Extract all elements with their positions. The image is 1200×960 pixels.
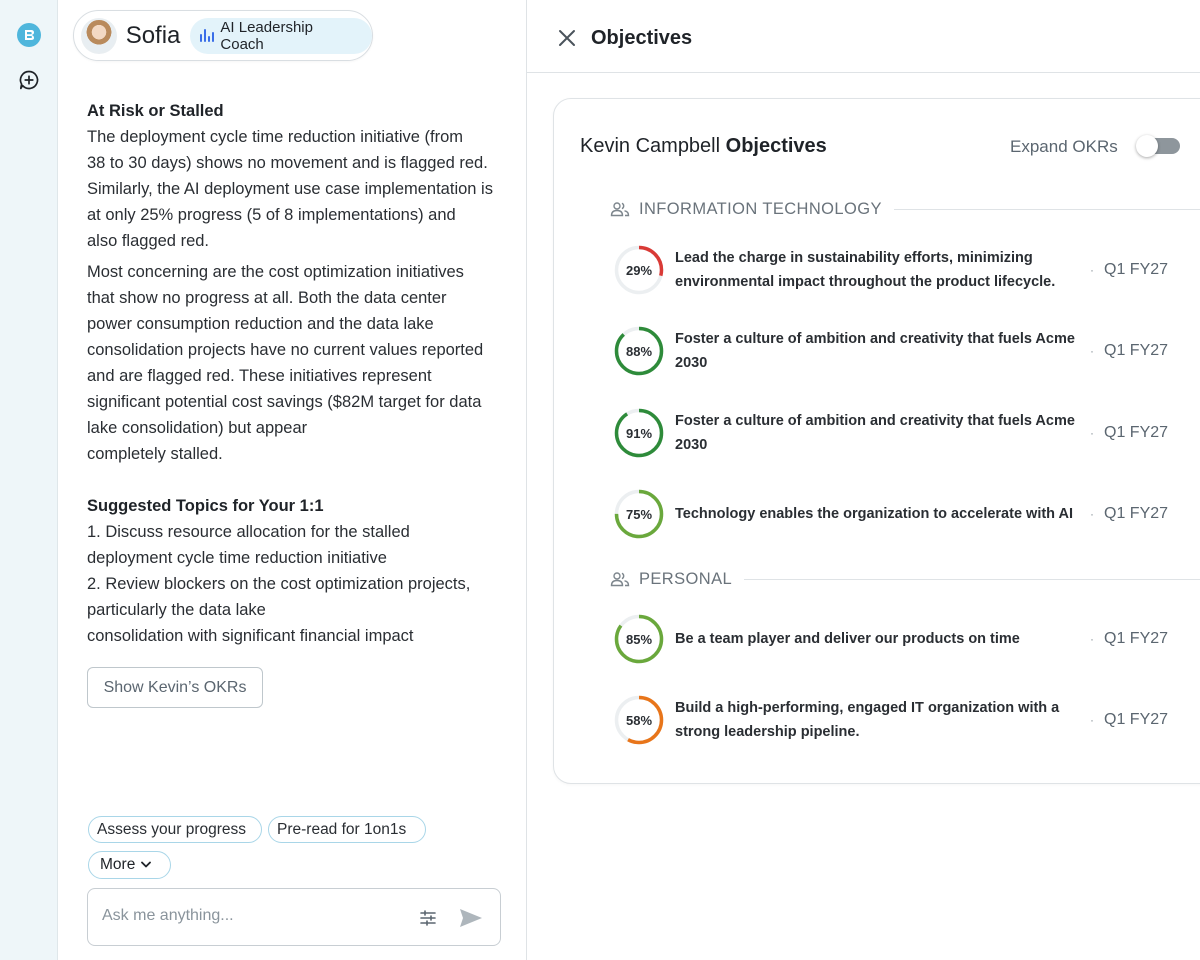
objective-title: Build a high-performing, engaged IT organization with a strong leadership pipeline. — [675, 700, 1060, 740]
panel-title: Objectives — [591, 27, 693, 49]
agent-name: Sofia — [125, 21, 181, 49]
text-line: consolidation with significant financial impact — [87, 627, 414, 645]
assistant-message — [87, 98, 512, 654]
risk-paragraph-2 — [87, 259, 512, 467]
new-chat-icon[interactable] — [17, 68, 41, 92]
expand-okrs-label: Expand OKRs — [1010, 137, 1118, 156]
group-icon — [610, 201, 630, 217]
section-header-personal — [610, 568, 1200, 590]
objectives-card — [553, 98, 1200, 784]
objective-row[interactable] — [614, 241, 1184, 301]
topics-heading: Suggested Topics for Your 1:1 — [87, 497, 324, 515]
chat-input[interactable] — [102, 907, 402, 925]
progress-percent: 75% — [625, 506, 653, 522]
send-icon[interactable] — [458, 906, 484, 930]
text-line: The deployment cycle time reduction initiative (from — [87, 128, 463, 146]
objective-title: Lead the charge in sustainability efforts, minimizing environmental impact throughout the product lifecycle. — [675, 250, 1056, 290]
objective-row[interactable] — [614, 322, 1184, 382]
quarter-label: Q1 FY27 — [1104, 424, 1169, 441]
agent-role-badge — [190, 18, 372, 54]
objective-row[interactable] — [614, 404, 1184, 464]
objective-row[interactable] — [614, 610, 1184, 670]
app-logo-icon[interactable] — [17, 23, 41, 47]
objective-quarter: · Q1 FY27 — [1090, 630, 1169, 647]
text-line: deployment cycle time reduction initiative — [87, 549, 387, 567]
objective-title: Foster a culture of ambition and creativity that fuels Acme 2030 — [675, 413, 1075, 453]
close-icon[interactable] — [557, 28, 577, 48]
text-line: at only 25% progress (5 of 8 implementations) and — [87, 206, 456, 224]
progress-percent: 88% — [625, 343, 653, 359]
objective-row[interactable] — [614, 485, 1184, 545]
progress-ring — [614, 326, 664, 376]
show-okrs-button[interactable]: Show Kevin’s OKRs — [87, 667, 263, 708]
objective-title: Technology enables the organization to accelerate with AI — [675, 506, 1074, 522]
text-line: consolidation projects have no current values reported — [87, 341, 484, 359]
card-title-suffix: Objectives — [725, 135, 827, 157]
section-header-it — [610, 198, 1200, 220]
progress-percent: 91% — [625, 425, 653, 441]
text-line: lake consolidation) but appear — [87, 419, 308, 437]
text-line: significant potential cost savings ($82M target for data — [87, 393, 482, 411]
quarter-label: Q1 FY27 — [1104, 261, 1169, 278]
text-line: and are flagged red. These initiatives represent — [87, 367, 432, 385]
text-line: 2. Review blockers on the cost optimization projects, — [87, 575, 471, 593]
text-line: 38 to 30 days) shows no movement and is flagged red. — [87, 154, 488, 172]
objective-quarter: · Q1 FY27 — [1090, 261, 1169, 278]
settings-sliders-icon[interactable] — [418, 908, 438, 928]
section-label: PERSONAL — [639, 569, 733, 588]
text-line: Similarly, the AI deployment use case implementation is — [87, 180, 493, 198]
objective-quarter: · Q1 FY27 — [1090, 424, 1169, 441]
objective-title: Be a team player and deliver our products on time — [675, 631, 1020, 647]
chat-panel — [58, 0, 527, 960]
progress-ring — [614, 695, 664, 745]
text-line: power consumption reduction and the data lake — [87, 315, 434, 333]
progress-percent: 58% — [625, 712, 653, 728]
progress-percent: 29% — [625, 262, 653, 278]
objectives-header — [527, 0, 1200, 73]
text-line: that show no progress at all. Both the data center — [87, 289, 447, 307]
owner-name: Kevin Campbell — [580, 135, 721, 157]
progress-ring — [614, 245, 664, 295]
suggestion-chip[interactable]: Assess your progress — [88, 816, 262, 843]
text-line: particularly the data lake — [87, 601, 266, 619]
progress-percent: 85% — [625, 631, 653, 647]
ai-bars-icon — [200, 29, 214, 42]
progress-ring — [614, 614, 664, 664]
progress-ring — [614, 489, 664, 539]
text-line: completely stalled. — [87, 445, 223, 463]
objective-title: Foster a culture of ambition and creativity that fuels Acme 2030 — [675, 331, 1075, 371]
section-label: INFORMATION TECHNOLOGY — [639, 199, 882, 218]
more-button[interactable] — [88, 851, 171, 879]
objective-quarter: · Q1 FY27 — [1090, 711, 1169, 728]
topics-list — [87, 519, 512, 649]
quarter-label: Q1 FY27 — [1104, 505, 1169, 522]
quarter-label: Q1 FY27 — [1104, 342, 1169, 359]
text-line: Most concerning are the cost optimization initiatives — [87, 263, 464, 281]
risk-paragraph-1 — [87, 124, 512, 254]
group-icon — [610, 571, 630, 587]
agent-role-label: AI Leadership Coach — [220, 18, 313, 53]
text-line: 1. Discuss resource allocation for the stalled — [87, 523, 410, 541]
avatar — [81, 18, 117, 54]
text-line: also flagged red. — [87, 232, 210, 250]
more-label: More — [100, 856, 136, 873]
chevron-down-icon — [141, 860, 151, 871]
suggestion-chip[interactable]: Pre-read for 1on1s — [268, 816, 426, 843]
objective-quarter: · Q1 FY27 — [1090, 505, 1169, 522]
quarter-label: Q1 FY27 — [1104, 630, 1169, 647]
chat-input-box — [87, 888, 501, 946]
card-title — [580, 135, 827, 158]
expand-okrs-toggle[interactable] — [1138, 138, 1180, 154]
objective-quarter: · Q1 FY27 — [1090, 342, 1169, 359]
progress-ring — [614, 408, 664, 458]
left-rail — [0, 0, 58, 960]
risk-heading: At Risk or Stalled — [87, 102, 224, 120]
agent-header[interactable] — [73, 10, 373, 61]
quarter-label: Q1 FY27 — [1104, 711, 1169, 728]
objective-row[interactable] — [614, 691, 1184, 751]
